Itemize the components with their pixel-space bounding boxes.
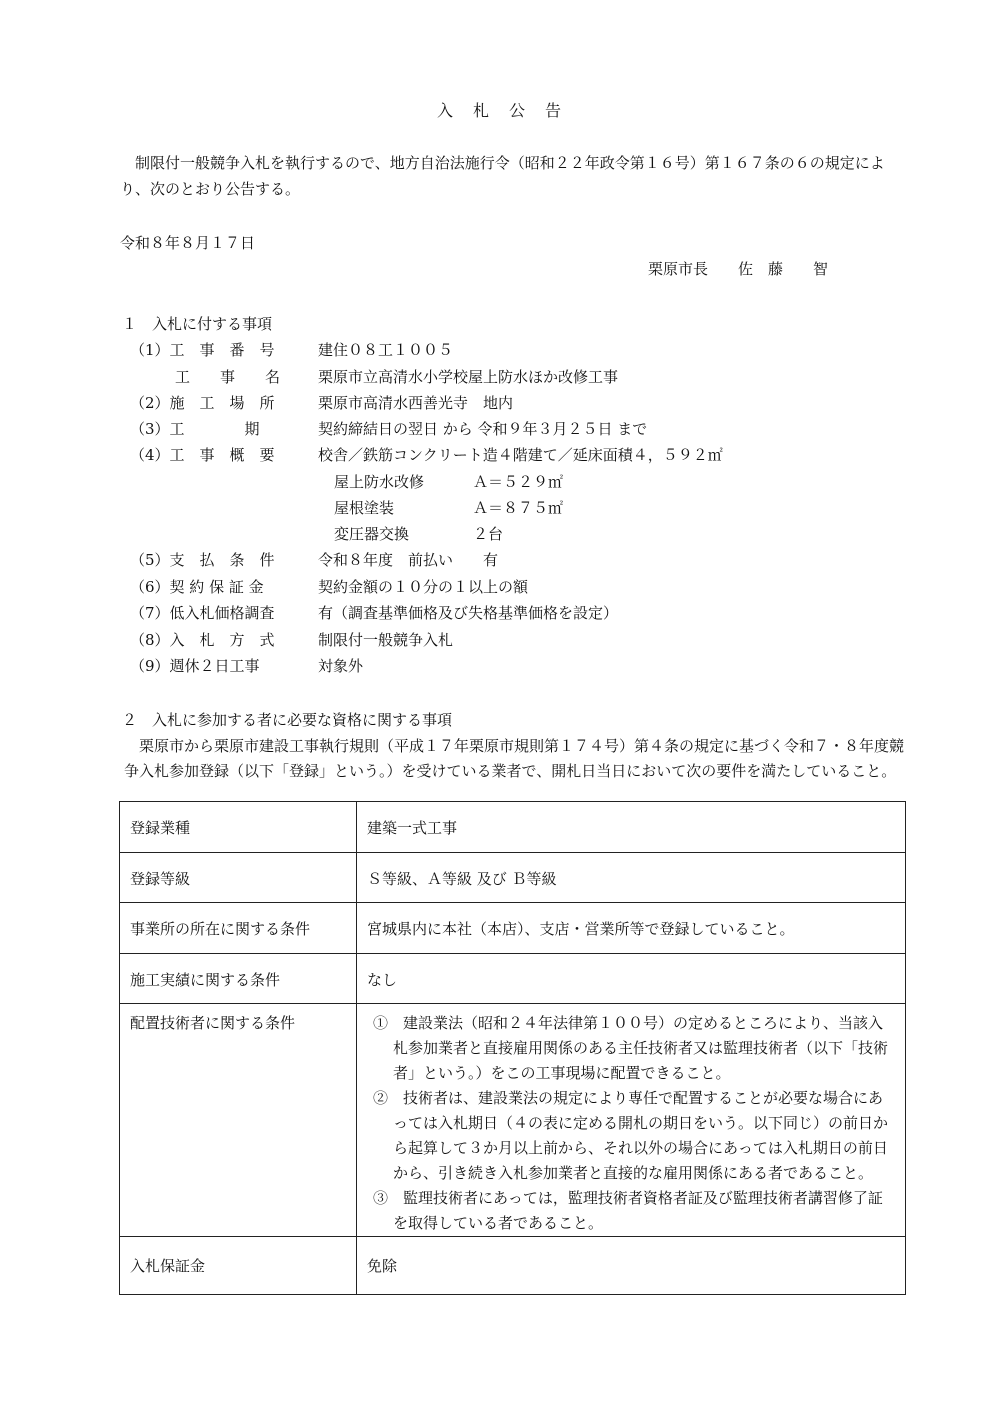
table-row <box>120 802 906 853</box>
item-label-work-number: （1）工 事 番 号 <box>130 341 275 359</box>
item-value-work-name: 栗原市立高清水小学校屋上防水ほか改修工事 <box>318 368 619 386</box>
item-value-payment: 令和８年度 前払い 有 <box>318 551 499 569</box>
table-value: 建築一式工事 <box>357 802 906 853</box>
table-value: なし <box>357 954 906 1004</box>
requirements-table <box>119 801 906 1295</box>
item-label-work-name: 工 事 名 <box>130 368 281 386</box>
intro-paragraph: 制限付一般競争入札を執行するので、地方自治法施行令（昭和２２年政令第１６号）第１６７条の６の規定により、次のとおり公告する。 <box>120 154 885 198</box>
table-key: 事業所の所在に関する条件 <box>120 903 357 954</box>
section1-heading: １ 入札に付する事項 <box>122 315 273 333</box>
condition-item: ② 技術者は、建設業法の規定により専任で配置することが必要な場合にあっては入札期日（４の表に定める開札の期日をいう。以下同じ）の前日から起算して３か月以上前から、それ以外の場合にあっては入札期日の前日から、引き続き入札参加業者と直接的な雇用関係にある者であること。 <box>373 1089 889 1182</box>
table-key: 登録業種 <box>120 802 357 853</box>
table-row <box>120 903 906 954</box>
condition-item: ① 建設業法（昭和２４年法律第１００号）の定めるところにより、当該入札参加業者と直接雇用関係のある主任技術者又は監理技術者（以下「技術者」という。）をこの工事現場に配置できること。 <box>373 1014 889 1082</box>
section2-heading: ２ 入札に参加する者に必要な資格に関する事項 <box>122 711 453 729</box>
item-label-contract-deposit: （6）契 約 保 証 金 <box>130 578 264 596</box>
item-label-period: （3）工 期 <box>130 420 260 438</box>
item-value-overview: 校舎／鉄筋コンクリート造４階建て／延床面積４，５９２㎡ <box>318 446 723 464</box>
item-value-location: 栗原市高清水西善光寺 地内 <box>318 394 514 412</box>
item-value-two-day-off: 対象外 <box>318 657 364 675</box>
notice-title: 入 札 公 告 <box>436 101 563 120</box>
table-value: 免除 <box>357 1237 906 1295</box>
condition-item: ③ 監理技術者にあっては，監理技術者資格者証及び監理技術者講習修了証を取得している者であること。 <box>373 1189 883 1232</box>
item-label-overview: （4）工 事 概 要 <box>130 446 275 464</box>
table-value: 宮城県内に本社（本店）、支店・営業所等で登録していること。 <box>357 903 906 954</box>
table-row <box>120 954 906 1004</box>
item-label-two-day-off: （9）週休２日工事 <box>130 657 260 675</box>
signer: 栗原市長 佐 藤 智 <box>648 260 829 278</box>
item-label-payment: （5）支 払 条 件 <box>130 551 275 569</box>
overview-detail-amount: Ａ＝８７５㎡ <box>473 499 564 517</box>
overview-detail-name: 変圧器交換 <box>334 525 410 543</box>
table-row <box>120 1237 906 1295</box>
engineer-conditions <box>357 1004 906 1237</box>
table-key: 施工実績に関する条件 <box>120 954 357 1004</box>
overview-detail-name: 屋根塗装 <box>334 499 395 517</box>
table-row <box>120 853 906 903</box>
table-row <box>120 1004 906 1237</box>
item-value-low-bid-survey: 有（調査基準価格及び失格基準価格を設定） <box>318 604 619 622</box>
table-key: 配置技術者に関する条件 <box>120 1004 357 1237</box>
table-key: 登録等級 <box>120 853 357 903</box>
overview-detail-name: 屋上防水改修 <box>334 473 425 491</box>
overview-detail-amount: ２台 <box>473 525 504 543</box>
item-label-low-bid-survey: （7）低入札価格調査 <box>130 604 275 622</box>
item-value-period: 契約締結日の翌日 から 令和９年３月２５日 まで <box>318 420 648 438</box>
item-value-contract-deposit: 契約金額の１０分の１以上の額 <box>318 578 529 596</box>
table-key: 入札保証金 <box>120 1237 357 1295</box>
item-value-bid-method: 制限付一般競争入札 <box>318 631 454 649</box>
overview-detail-amount: Ａ＝５２９㎡ <box>473 473 564 491</box>
item-value-work-number: 建住０８工１００５ <box>318 341 454 359</box>
notice-date: 令和８年８月１７日 <box>120 234 256 252</box>
item-label-location: （2）施 工 場 所 <box>130 394 275 412</box>
section2-paragraph: 栗原市から栗原市建設工事執行規則（平成１７年栗原市規則第１７４号）第４条の規定に基づく令和７・８年度競争入札参加登録（以下「登録」という。）を受けている業者で、開札日当日において次の要件を満たしていること。 <box>124 737 905 780</box>
item-label-bid-method: （8）入 札 方 式 <box>130 631 275 649</box>
table-value: Ｓ等級、Ａ等級 及び Ｂ等級 <box>357 853 906 903</box>
